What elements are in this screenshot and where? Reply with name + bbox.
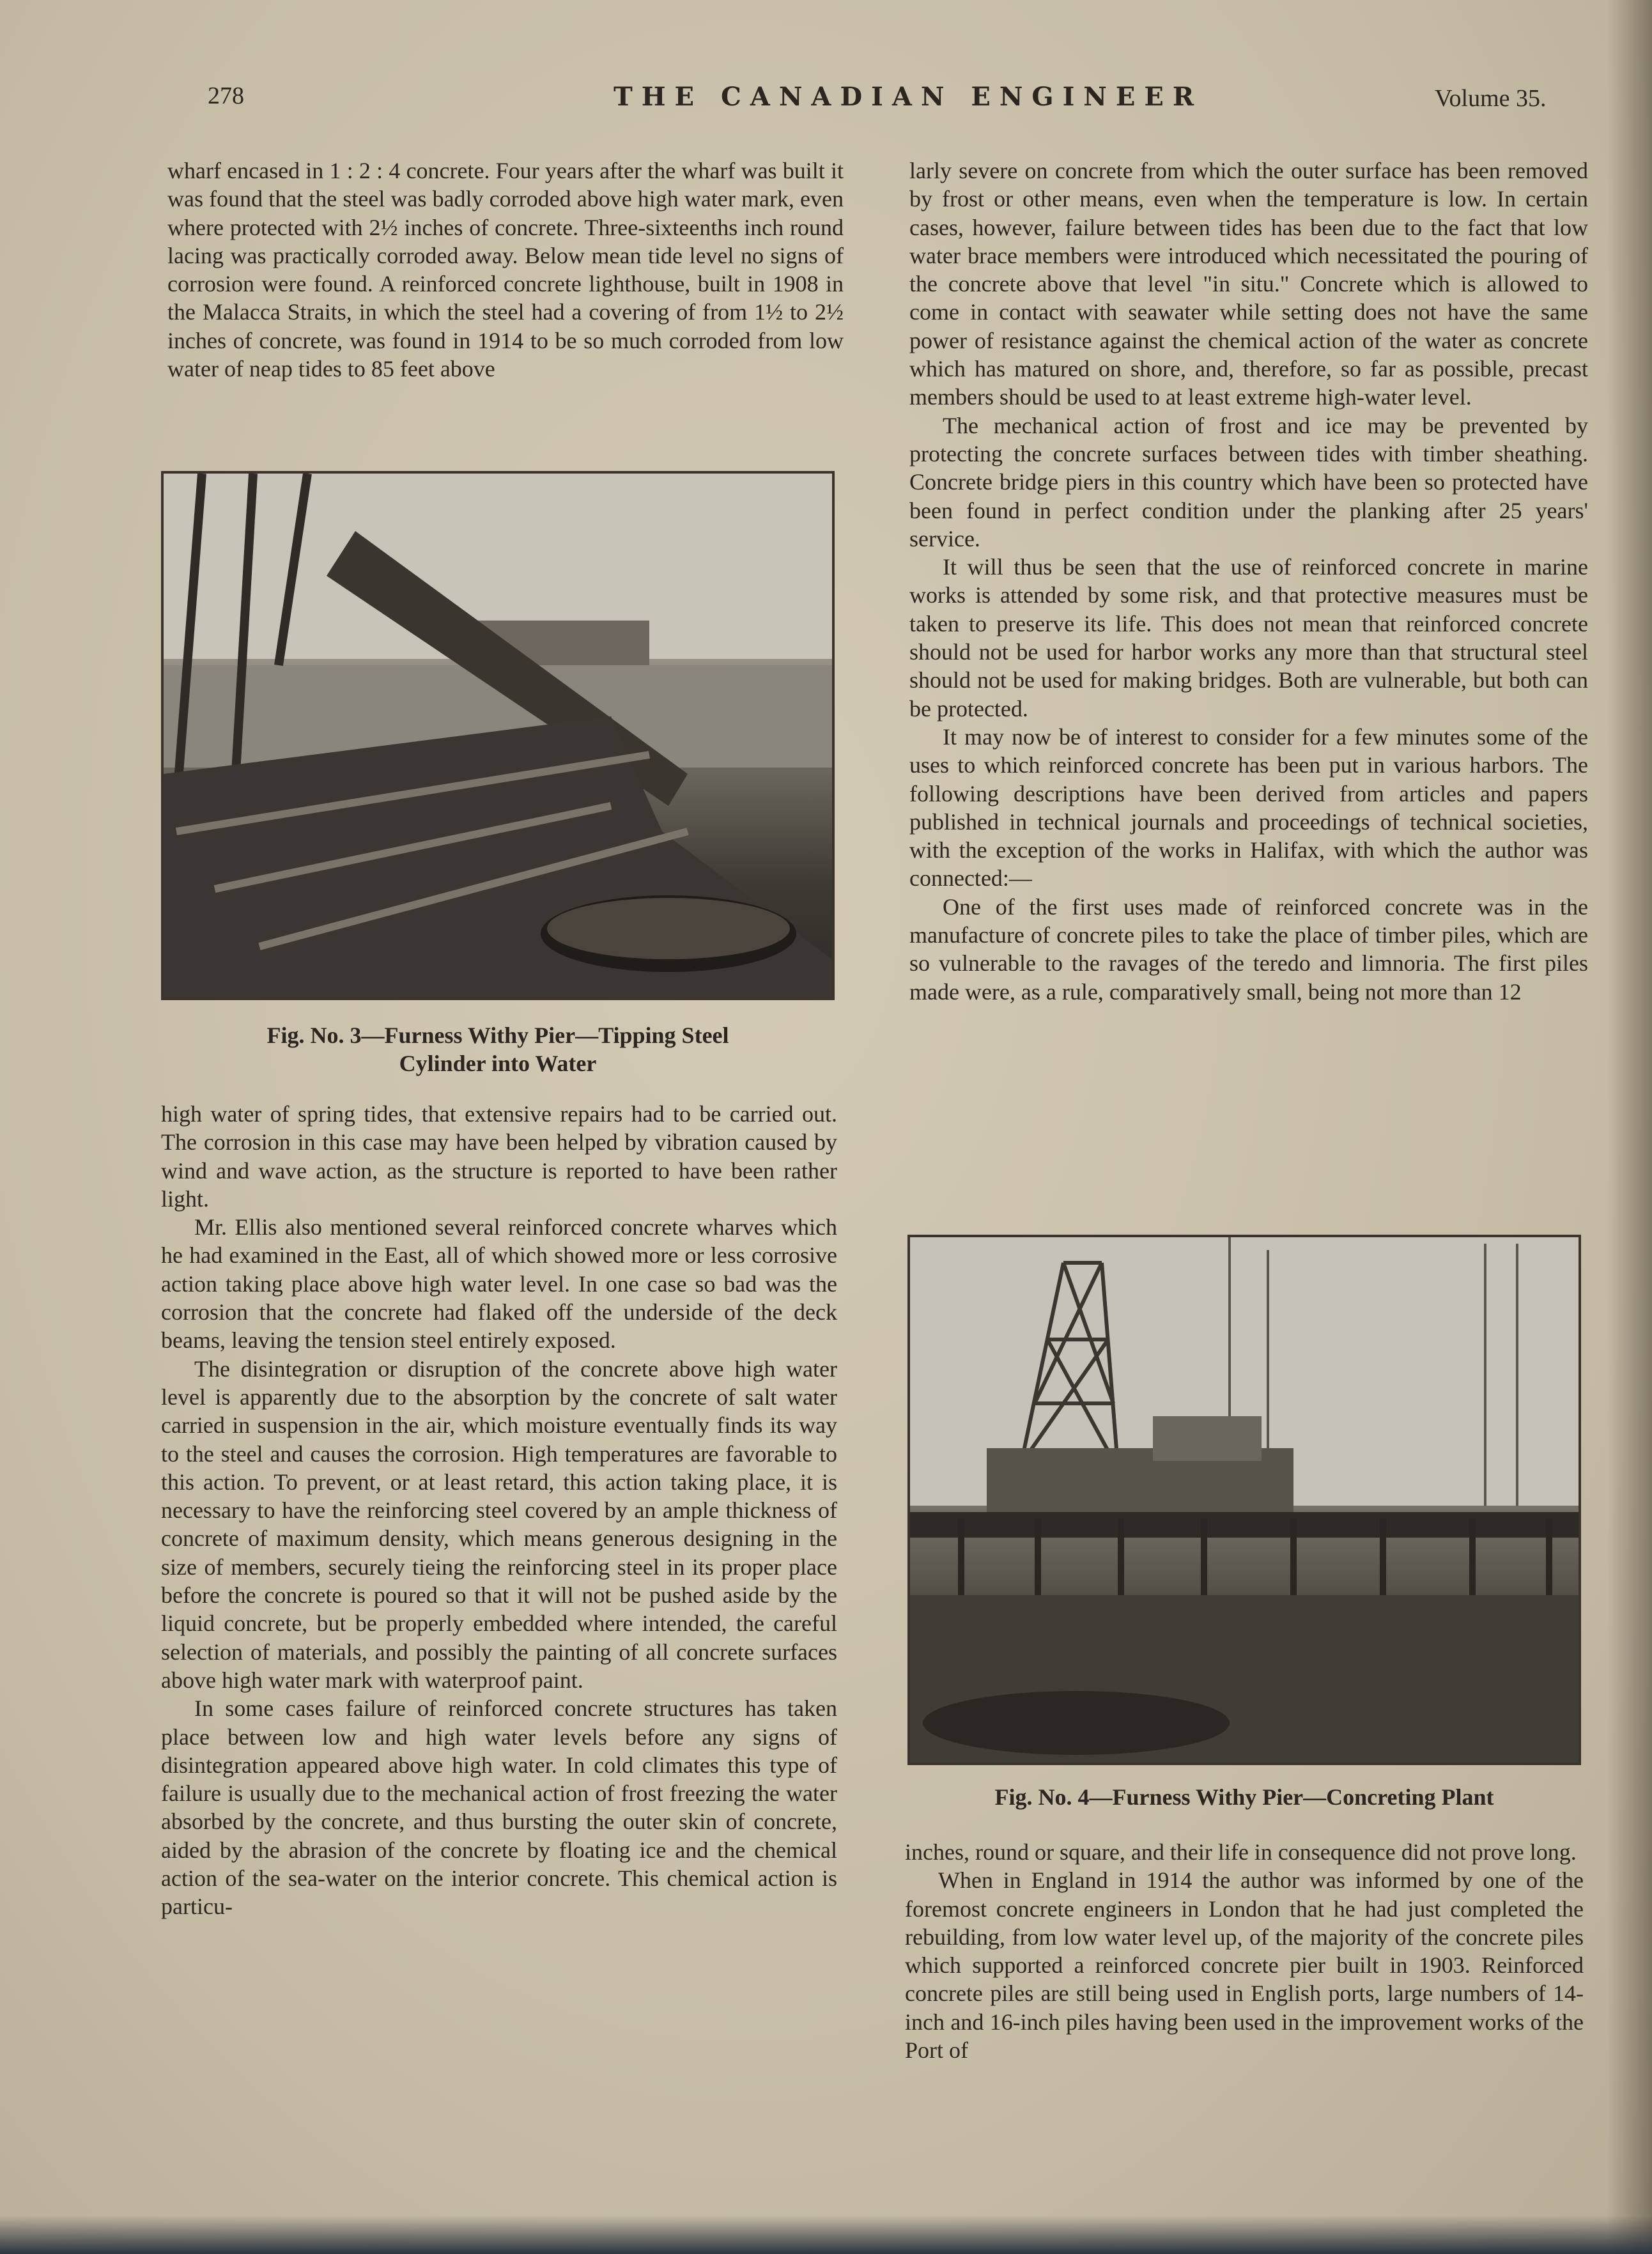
paragraph: larly severe on concrete from which the outer surface has been removed by frost or other means, even when the temperature is low. In certain cases, however, failure between tides has been due to the fact that low water brace members were introduced which necessitated the pouring of the concrete above that level "in situ." Concrete which is allowed to come in contact with seawater while setting does not have the same power of resistance against the chemical action of the water as concrete which has matured on shore, and, therefore, so far as possible, precast members should be used to at least extreme high-water level. (909, 158, 1588, 410)
figure-3-caption-line-1: Fig. No. 3—Furness Withy Pier—Tipping Steel (266, 1023, 729, 1048)
concreting-plant-illustration (910, 1237, 1579, 1763)
volume-label: Volume 35. (1435, 85, 1547, 112)
page-number: 278 (208, 82, 244, 109)
right-column-bottom-text (905, 1838, 1584, 2064)
figure-4-caption (907, 1783, 1581, 1811)
paragraph: high water of spring tides, that extensive repairs had to be carried out. The corrosion in this case may have been helped by vibration caused by wind and wave action, as the structure is reported to have been rather light. (161, 1101, 837, 1212)
page-bottom-edge (0, 2216, 1652, 2254)
left-column-bottom-text (161, 1100, 837, 1921)
tipping-cylinder-illustration (164, 474, 832, 998)
figure-3-photo (161, 471, 835, 1000)
right-column-top-text (909, 157, 1588, 1006)
paragraph: In some cases failure of reinforced concrete structures has taken place between low and high water levels before any signs of disintegration appeared above high water. In cold climates this type of failure is usually due to the mechanical action of frost freezing the water absorbed by the concrete, and thus bursting the outer skin of concrete, aided by the abrasion of the concrete by floating ice and the chemical action of the sea-water on the interior concrete. This chemical action is particu- (161, 1695, 837, 1920)
figure-3-caption (161, 1021, 835, 1077)
paragraph: wharf encased in 1 : 2 : 4 concrete. Four years after the wharf was built it was found that the steel was badly corroded above high water mark, even where protected with 2½ inches of concrete. Three-sixteenths inch round lacing was practically corroded away. Below mean tide level no signs of corrosion were found. A reinforced concrete lighthouse, built in 1908 in the Malacca Straits, in which the steel had a covering of from 1½ to 2½ inches of concrete, was found in 1914 to be so much corroded from low water of neap tides to 85 feet above (167, 158, 844, 382)
paragraph: It will thus be seen that the use of reinforced concrete in marine works is attended by some risk, and that protective measures must be taken to preserve its life. This does not mean that reinforced concrete should not be used for harbor works any more than that structural steel should not be used for making bridges. Both are vulnerable, but both can be protected. (909, 554, 1588, 722)
paragraph: One of the first uses made of reinforced concrete was in the manufacture of concrete piles to take the place of timber piles, which are so vulnerable to the ravages of the teredo and limnoria. The first piles made were, as a rule, comparatively small, being not more than 12 (909, 893, 1588, 1005)
journal-title: THE CANADIAN ENGINEER (614, 82, 1203, 112)
figure-4-photo (907, 1235, 1581, 1765)
paragraph: inches, round or square, and their life in consequence did not prove long. (905, 1839, 1577, 1865)
paragraph: It may now be of interest to consider for a few minutes some of the uses to which reinforced concrete has been put in various harbors. The following descriptions have been derived from articles and papers published in technical journals and proceedings of technical societies, with the exception of the works in Halifax, with which the author was connected:— (909, 723, 1588, 892)
paragraph: Mr. Ellis also mentioned several reinforced concrete wharves which he had examined in the East, all of which showed more or less corrosive action taking place above high water level. In one case so bad was the corrosion that the concrete had flaked off the underside of the deck beams, leaving the tension steel entirely exposed. (161, 1214, 837, 1354)
paragraph: The disintegration or disruption of the concrete above high water level is apparently due to the absorption by the concrete of salt water carried in suspension in the air, which moisture eventually finds its way to the steel and causes the corrosion. High temperatures are favorable to this action. To prevent, or at least retard, this action taking place, it is necessary to have the reinforcing steel covered by an ample thickness of concrete of maximum density, which means generous designing in the size of members, securely tieing the reinforcing steel in its proper place before the concrete is poured so that it will not be pushed aside by the liquid concrete, but be properly embedded where intended, the careful selection of materials, and possibly the painting of all concrete surfaces above high water mark with waterproof paint. (161, 1355, 837, 1693)
left-column-top-text (167, 157, 844, 383)
paragraph: The mechanical action of frost and ice may be prevented by protecting the concrete surfaces between tides with timber sheathing. Concrete bridge piers in this country which have been so protected have been found in perfect condition under the planking after 25 years' service. (909, 412, 1588, 552)
figure-3-caption-line-2: Cylinder into Water (399, 1051, 597, 1076)
binding-shadow (1607, 0, 1652, 2254)
paragraph: When in England in 1914 the author was informed by one of the foremost concrete engineers in London that he had just completed the rebuilding, from low water level up, of the majority of the concrete piles which supported a reinforced concrete pier built in 1903. Reinforced concrete piles are still being used in English ports, large numbers of 14-inch and 16-inch piles having been used in the improvement works of the Port of (905, 1867, 1584, 2064)
running-header (0, 82, 1652, 127)
figure-4-caption-text: Fig. No. 4—Furness Withy Pier—Concreting Plant (994, 1784, 1494, 1810)
